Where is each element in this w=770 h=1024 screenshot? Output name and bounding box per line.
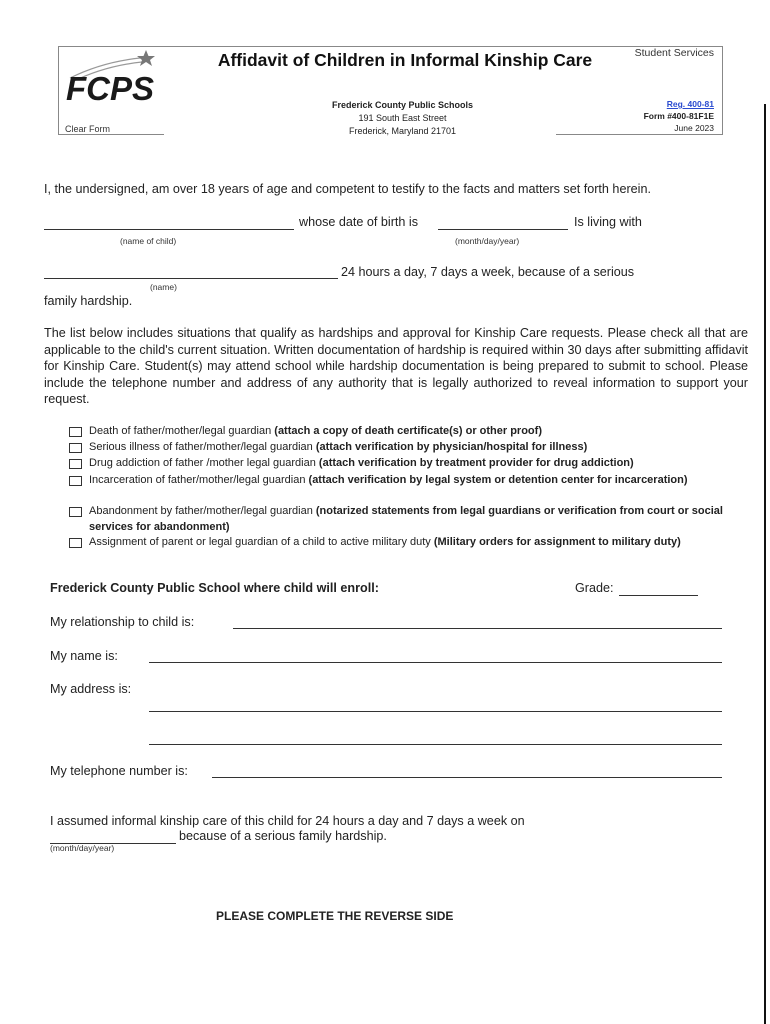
grade-field[interactable] — [619, 595, 698, 596]
hardship-label: Death of father/mother/legal guardian — [89, 425, 275, 437]
hardship-note: (Military orders for assignment to military duty) — [433, 536, 681, 548]
svg-text:FCPS: FCPS — [66, 70, 155, 107]
hardship-label: Abandonment by father/mother/legal guardian — [89, 505, 316, 517]
telephone-field[interactable] — [212, 777, 722, 778]
hardship-note: (notarized statements from legal guardians or verification from court or social services for abandonment) — [89, 505, 723, 533]
child-dob-field[interactable] — [438, 229, 568, 230]
hardship-note: (attach a copy of death certificate(s) or other proof) — [274, 425, 542, 437]
checkbox-abandonment[interactable] — [69, 507, 82, 517]
checkbox-drug-addiction[interactable] — [69, 459, 82, 469]
intro-statement: I, the undersigned, am over 18 years of age and competent to testify to the facts and matters set forth herein. — [44, 182, 651, 196]
hardship-label: Incarceration of father/mother/legal guardian — [89, 474, 309, 486]
address-field-line-1[interactable] — [149, 711, 722, 712]
header-divider — [556, 134, 722, 135]
form-number: Form #400-81F1E — [643, 111, 714, 121]
address-line-1: 191 South East Street — [358, 113, 447, 123]
clear-form-button[interactable]: Clear Form — [65, 124, 111, 134]
child-name-field[interactable] — [44, 229, 294, 230]
school-address-block — [300, 99, 505, 138]
hardship-label: Assignment of parent or legal guardian of a child to active military duty — [89, 536, 434, 548]
address-label: My address is: — [50, 682, 132, 696]
hardship-item-drug-addiction — [89, 456, 729, 472]
assumed-care-text: I assumed informal kinship care of this child for 24 hours a day and 7 days a week on — [50, 814, 525, 828]
fcps-logo — [62, 48, 158, 108]
my-name-label: My name is: — [50, 649, 118, 663]
hardship-item-military — [89, 535, 729, 551]
hardship-note: (attach verification by physician/hospital for illness) — [315, 441, 588, 453]
assumed-date-caption: (month/day/year) — [50, 843, 115, 853]
complete-reverse-note: PLEASE COMPLETE THE REVERSE SIDE — [216, 909, 454, 923]
hardship-continuation: family hardship. — [44, 294, 133, 308]
department-label: Student Services — [634, 47, 714, 59]
hardship-item-illness — [89, 440, 729, 456]
hardship-label: Drug addiction of father /mother legal guardian — [89, 457, 319, 469]
dob-text: whose date of birth is — [299, 215, 419, 229]
telephone-label: My telephone number is: — [50, 764, 188, 778]
hardship-duration-text: 24 hours a day, 7 days a week, because of a serious — [341, 265, 635, 279]
relationship-field[interactable] — [233, 628, 722, 629]
header-divider — [58, 134, 164, 135]
address-field-line-2[interactable] — [149, 744, 722, 745]
hardship-item-abandonment — [89, 504, 729, 535]
caregiver-name-caption: (name) — [150, 282, 177, 292]
address-line-2: Frederick, Maryland 21701 — [348, 126, 457, 136]
checkbox-illness[interactable] — [69, 443, 82, 453]
dob-caption: (month/day/year) — [455, 236, 520, 246]
regulation-block — [600, 98, 714, 134]
form-date: June 2023 — [674, 123, 714, 133]
living-with-text: Is living with — [574, 215, 642, 229]
checkbox-death[interactable] — [69, 427, 82, 437]
instructions-paragraph: The list below includes situations that qualify as hardships and approval for Kinship Care requests. Please check all that are applicable to the child's current situation. Written documentation of hardship is required within 30 days after submitting affidavit for Kinship Care. Student(s) may attend school while hardship documentation is being prepared to submit to school. Please include the telephone number and address of any authority that is legally authorized to reveal information to support your request. — [44, 326, 748, 406]
caregiver-name-field[interactable] — [44, 278, 338, 279]
checkbox-incarceration[interactable] — [69, 476, 82, 486]
page-edge-bar — [764, 104, 766, 1024]
assumed-care-hardship-text: because of a serious family hardship. — [179, 829, 387, 843]
school-enroll-label: Frederick County Public School where child will enroll: — [50, 581, 379, 595]
hardship-label: Serious illness of father/mother/legal guardian — [89, 441, 316, 453]
my-name-field[interactable] — [149, 662, 722, 663]
hardship-item-death — [89, 424, 729, 440]
hardship-note: (attach verification by treatment provider for drug addiction) — [318, 457, 634, 469]
grade-label: Grade: — [575, 581, 614, 595]
regulation-link[interactable]: Reg. 400-81 — [666, 99, 714, 109]
checkbox-military[interactable] — [69, 538, 82, 548]
hardship-note: (attach verification by legal system or detention center for incarceration) — [308, 474, 688, 486]
relationship-label: My relationship to child is: — [50, 615, 195, 629]
child-name-caption: (name of child) — [120, 236, 177, 246]
form-title: Affidavit of Children in Informal Kinship Care — [217, 50, 593, 70]
school-name: Frederick County Public Schools — [331, 100, 474, 110]
hardship-item-incarceration — [89, 473, 729, 489]
